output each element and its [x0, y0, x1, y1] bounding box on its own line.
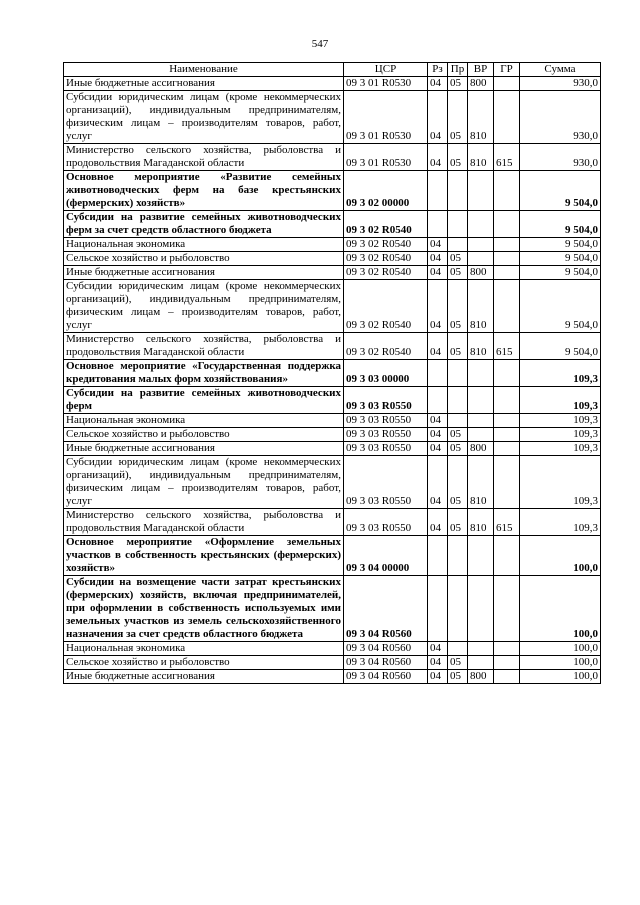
cell-rz: 04 [428, 252, 448, 266]
cell-gr [494, 211, 520, 238]
cell-csr: 09 3 01 R0530 [344, 144, 428, 171]
cell-gr [494, 576, 520, 642]
cell-vr [468, 360, 494, 387]
table-row [64, 656, 601, 670]
cell-gr [494, 670, 520, 684]
cell-rz: 04 [428, 670, 448, 684]
cell-name: Иные бюджетные ассигнования [64, 670, 344, 684]
table-row [64, 428, 601, 442]
cell-csr: 09 3 03 R0550 [344, 414, 428, 428]
cell-csr: 09 3 02 R0540 [344, 333, 428, 360]
cell-sum: 9 504,0 [520, 333, 601, 360]
cell-vr: 810 [468, 456, 494, 509]
cell-vr: 810 [468, 144, 494, 171]
cell-csr: 09 3 04 00000 [344, 536, 428, 576]
cell-name: Субсидии на развитие семейных животноводческих ферм [64, 387, 344, 414]
column-header-gr: ГР [494, 63, 520, 77]
table-row [64, 91, 601, 144]
cell-pr: 05 [448, 333, 468, 360]
cell-pr: 05 [448, 509, 468, 536]
cell-sum: 100,0 [520, 536, 601, 576]
cell-vr [468, 211, 494, 238]
cell-csr: 09 3 04 R0560 [344, 656, 428, 670]
table-row [64, 642, 601, 656]
cell-vr: 800 [468, 77, 494, 91]
table-row [64, 442, 601, 456]
cell-name: Субсидии на возмещение части затрат крестьянских (фермерских) хозяйств, включая предпринимателей, при оформлении в собственность используемых ими земельных участков из земель сельскохозяйственного назначения за счет средств областного бюджета [64, 576, 344, 642]
cell-vr [468, 656, 494, 670]
cell-sum: 9 504,0 [520, 238, 601, 252]
cell-gr [494, 77, 520, 91]
cell-name: Субсидии юридическим лицам (кроме некоммерческих организаций), индивидуальным предпринимателям, физическим лицам – производителям товаров, работ, услуг [64, 91, 344, 144]
cell-sum: 930,0 [520, 144, 601, 171]
table-row [64, 252, 601, 266]
cell-name: Основное мероприятие «Государственная поддержка кредитования малых форм хозяйствования» [64, 360, 344, 387]
cell-vr: 810 [468, 280, 494, 333]
cell-gr [494, 656, 520, 670]
cell-rz: 04 [428, 442, 448, 456]
cell-pr: 05 [448, 252, 468, 266]
cell-csr: 09 3 02 R0540 [344, 266, 428, 280]
cell-sum: 100,0 [520, 656, 601, 670]
cell-csr: 09 3 03 R0550 [344, 428, 428, 442]
column-header-name: Наименование [64, 63, 344, 77]
cell-gr: 615 [494, 509, 520, 536]
cell-csr: 09 3 02 R0540 [344, 280, 428, 333]
cell-pr [448, 211, 468, 238]
table-row [64, 456, 601, 509]
cell-pr [448, 642, 468, 656]
cell-rz: 04 [428, 642, 448, 656]
cell-rz: 04 [428, 266, 448, 280]
cell-pr: 05 [448, 428, 468, 442]
column-header-rz: Рз [428, 63, 448, 77]
cell-vr [468, 252, 494, 266]
cell-pr: 05 [448, 266, 468, 280]
cell-rz [428, 171, 448, 211]
cell-csr: 09 3 03 00000 [344, 360, 428, 387]
cell-name: Иные бюджетные ассигнования [64, 77, 344, 91]
cell-vr [468, 428, 494, 442]
cell-pr [448, 360, 468, 387]
cell-sum: 9 504,0 [520, 211, 601, 238]
cell-sum: 100,0 [520, 576, 601, 642]
cell-sum: 100,0 [520, 670, 601, 684]
cell-pr [448, 171, 468, 211]
cell-pr: 05 [448, 77, 468, 91]
cell-vr [468, 642, 494, 656]
cell-name: Основное мероприятие «Оформление земельных участков в собственность крестьянских (фермерских) хозяйств» [64, 536, 344, 576]
cell-csr: 09 3 02 R0540 [344, 238, 428, 252]
cell-rz [428, 360, 448, 387]
table-row [64, 509, 601, 536]
cell-rz: 04 [428, 656, 448, 670]
cell-sum: 109,3 [520, 428, 601, 442]
cell-gr [494, 428, 520, 442]
cell-sum: 930,0 [520, 77, 601, 91]
cell-gr [494, 387, 520, 414]
cell-rz: 04 [428, 91, 448, 144]
cell-gr [494, 414, 520, 428]
column-header-csr: ЦСР [344, 63, 428, 77]
cell-gr [494, 442, 520, 456]
table-row [64, 238, 601, 252]
cell-pr: 05 [448, 144, 468, 171]
table-row [64, 280, 601, 333]
cell-gr [494, 360, 520, 387]
cell-sum: 109,3 [520, 414, 601, 428]
cell-rz: 04 [428, 238, 448, 252]
cell-rz: 04 [428, 280, 448, 333]
cell-name: Национальная экономика [64, 238, 344, 252]
table-row [64, 266, 601, 280]
cell-vr [468, 414, 494, 428]
cell-sum: 930,0 [520, 91, 601, 144]
column-header-pr: Пр [448, 63, 468, 77]
cell-vr: 810 [468, 91, 494, 144]
cell-name: Субсидии на развитие семейных животноводческих ферм за счет средств областного бюджета [64, 211, 344, 238]
cell-pr [448, 238, 468, 252]
cell-gr [494, 266, 520, 280]
cell-csr: 09 3 02 R0540 [344, 211, 428, 238]
cell-vr: 810 [468, 509, 494, 536]
table-row [64, 536, 601, 576]
cell-sum: 9 504,0 [520, 266, 601, 280]
cell-gr [494, 91, 520, 144]
cell-name: Сельское хозяйство и рыболовство [64, 656, 344, 670]
cell-sum: 109,3 [520, 442, 601, 456]
column-header-sum: Сумма [520, 63, 601, 77]
cell-pr: 05 [448, 456, 468, 509]
cell-csr: 09 3 04 R0560 [344, 576, 428, 642]
cell-sum: 109,3 [520, 456, 601, 509]
table-row [64, 576, 601, 642]
cell-vr: 810 [468, 333, 494, 360]
cell-name: Иные бюджетные ассигнования [64, 266, 344, 280]
cell-rz: 04 [428, 77, 448, 91]
cell-sum: 109,3 [520, 360, 601, 387]
cell-vr: 800 [468, 442, 494, 456]
cell-vr: 800 [468, 266, 494, 280]
cell-csr: 09 3 03 R0550 [344, 442, 428, 456]
cell-csr: 09 3 01 R0530 [344, 77, 428, 91]
cell-vr: 800 [468, 670, 494, 684]
cell-name: Иные бюджетные ассигнования [64, 442, 344, 456]
table-row [64, 144, 601, 171]
cell-rz [428, 387, 448, 414]
cell-pr [448, 387, 468, 414]
cell-gr: 615 [494, 144, 520, 171]
table-row [64, 360, 601, 387]
table-row [64, 670, 601, 684]
cell-rz: 04 [428, 333, 448, 360]
cell-gr [494, 171, 520, 211]
table-row [64, 387, 601, 414]
cell-pr [448, 414, 468, 428]
table-row [64, 171, 601, 211]
column-header-vr: ВР [468, 63, 494, 77]
cell-vr [468, 238, 494, 252]
cell-rz [428, 536, 448, 576]
cell-csr: 09 3 04 R0560 [344, 670, 428, 684]
cell-vr [468, 576, 494, 642]
cell-sum: 9 504,0 [520, 252, 601, 266]
cell-sum: 9 504,0 [520, 171, 601, 211]
cell-rz: 04 [428, 509, 448, 536]
table-header-row [64, 63, 601, 77]
cell-name: Министерство сельского хозяйства, рыболовства и продовольствия Магаданской области [64, 333, 344, 360]
table-row [64, 211, 601, 238]
cell-csr: 09 3 02 00000 [344, 171, 428, 211]
cell-csr: 09 3 01 R0530 [344, 91, 428, 144]
cell-rz: 04 [428, 144, 448, 171]
cell-name: Сельское хозяйство и рыболовство [64, 428, 344, 442]
cell-csr: 09 3 03 R0550 [344, 456, 428, 509]
cell-pr: 05 [448, 91, 468, 144]
table-row [64, 77, 601, 91]
cell-gr [494, 252, 520, 266]
table-row [64, 414, 601, 428]
cell-sum: 100,0 [520, 642, 601, 656]
cell-vr [468, 387, 494, 414]
cell-rz [428, 576, 448, 642]
cell-name: Министерство сельского хозяйства, рыболовства и продовольствия Магаданской области [64, 144, 344, 171]
cell-pr: 05 [448, 656, 468, 670]
cell-pr: 05 [448, 670, 468, 684]
cell-csr: 09 3 03 R0550 [344, 387, 428, 414]
cell-gr [494, 536, 520, 576]
cell-rz: 04 [428, 428, 448, 442]
cell-pr [448, 576, 468, 642]
cell-rz [428, 211, 448, 238]
cell-name: Национальная экономика [64, 642, 344, 656]
cell-name: Субсидии юридическим лицам (кроме некоммерческих организаций), индивидуальным предпринимателям, физическим лицам – производителям товаров, работ, услуг [64, 280, 344, 333]
budget-table [63, 62, 601, 684]
cell-name: Сельское хозяйство и рыболовство [64, 252, 344, 266]
cell-pr: 05 [448, 280, 468, 333]
cell-pr [448, 536, 468, 576]
cell-vr [468, 536, 494, 576]
cell-name: Субсидии юридическим лицам (кроме некоммерческих организаций), индивидуальным предпринимателям, физическим лицам – производителям товаров, работ, услуг [64, 456, 344, 509]
cell-rz: 04 [428, 456, 448, 509]
cell-pr: 05 [448, 442, 468, 456]
cell-name: Министерство сельского хозяйства, рыболовства и продовольствия Магаданской области [64, 509, 344, 536]
cell-gr: 615 [494, 333, 520, 360]
cell-gr [494, 456, 520, 509]
cell-sum: 109,3 [520, 509, 601, 536]
cell-csr: 09 3 02 R0540 [344, 252, 428, 266]
cell-sum: 9 504,0 [520, 280, 601, 333]
cell-rz: 04 [428, 414, 448, 428]
cell-gr [494, 642, 520, 656]
cell-gr [494, 280, 520, 333]
cell-sum: 109,3 [520, 387, 601, 414]
cell-gr [494, 238, 520, 252]
cell-csr: 09 3 04 R0560 [344, 642, 428, 656]
cell-name: Основное мероприятие «Развитие семейных животноводческих ферм на базе крестьянских (фермерских) хозяйств» [64, 171, 344, 211]
page-number: 547 [311, 38, 329, 50]
cell-csr: 09 3 03 R0550 [344, 509, 428, 536]
table-row [64, 333, 601, 360]
cell-name: Национальная экономика [64, 414, 344, 428]
cell-vr [468, 171, 494, 211]
